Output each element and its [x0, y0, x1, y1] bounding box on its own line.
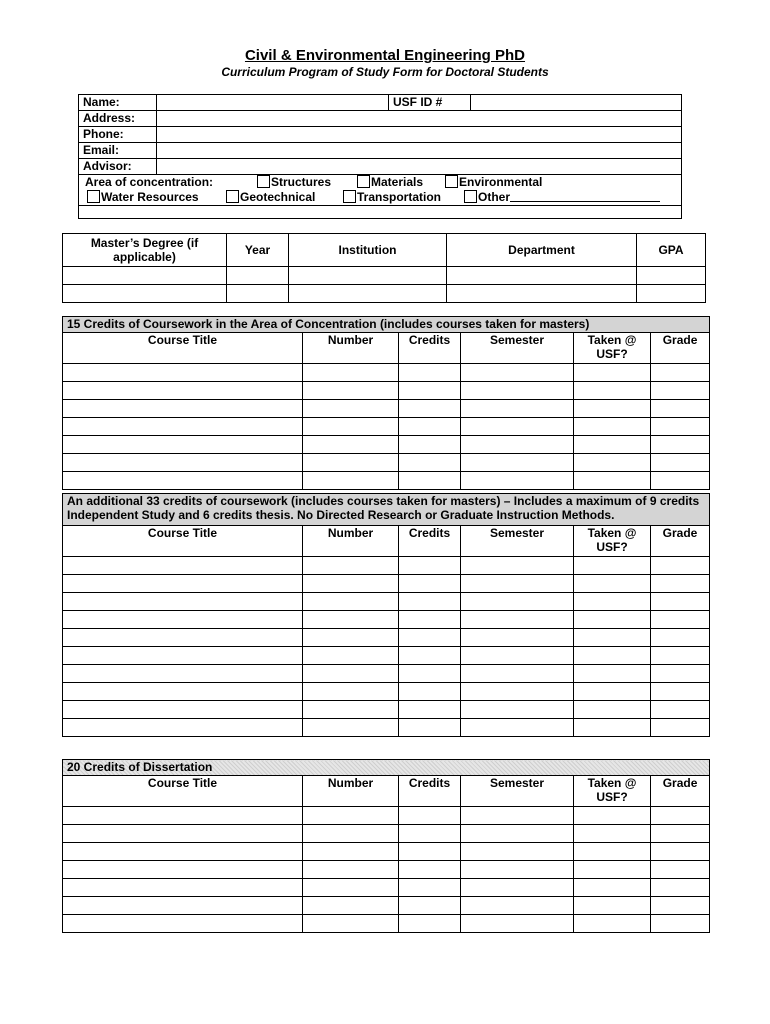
course-row[interactable]	[63, 897, 710, 915]
course-row[interactable]	[63, 400, 710, 418]
course-row[interactable]	[63, 647, 710, 665]
usf-id-field[interactable]	[471, 95, 682, 111]
transportation-label: Transportation	[357, 190, 442, 204]
transportation-checkbox[interactable]	[343, 190, 356, 203]
course-row[interactable]	[63, 915, 710, 933]
structures-checkbox[interactable]	[257, 175, 270, 188]
taken-usf-header: Taken @ USF?	[574, 776, 651, 807]
course-title-header: Course Title	[63, 776, 303, 807]
course-row[interactable]	[63, 364, 710, 382]
section3-heading: 20 Credits of Dissertation	[63, 760, 710, 776]
year-header: Year	[227, 234, 289, 267]
address-label: Address:	[79, 111, 157, 127]
advisor-field[interactable]	[157, 159, 682, 175]
materials-checkbox[interactable]	[357, 175, 370, 188]
grade-header: Grade	[651, 776, 710, 807]
option-materials[interactable]	[357, 175, 423, 189]
taken-usf-header: Taken @ USF?	[574, 526, 651, 557]
advisor-label: Advisor:	[79, 159, 157, 175]
water-resources-checkbox[interactable]	[87, 190, 100, 203]
course-header-row	[63, 526, 710, 557]
form-title: Civil & Environmental Engineering PhD	[244, 47, 526, 64]
number-header: Number	[303, 526, 399, 557]
course-header-row	[63, 776, 710, 807]
materials-label: Materials	[371, 175, 424, 189]
section2-heading: An additional 33 credits of coursework (includes courses taken for masters) – Includes a maximum of 9 credits Independent Study and 6 credits thesis. No Directed Research or Graduate Instruction Methods.	[63, 494, 710, 526]
other-input-line[interactable]	[510, 191, 660, 202]
credits-header: Credits	[399, 333, 461, 364]
grade-header: Grade	[651, 333, 710, 364]
phone-field[interactable]	[157, 127, 682, 143]
semester-header: Semester	[461, 526, 574, 557]
name-field[interactable]	[157, 95, 389, 111]
course-row[interactable]	[63, 611, 710, 629]
usf-id-label: USF ID #	[389, 95, 471, 111]
option-water[interactable]	[87, 190, 199, 204]
section1-heading: 15 Credits of Coursework in the Area of Concentration (includes courses taken for masters)	[63, 317, 710, 333]
option-environmental[interactable]	[445, 175, 542, 189]
course-row[interactable]	[63, 701, 710, 719]
concentration-cell	[79, 175, 682, 206]
name-label: Name:	[79, 95, 157, 111]
course-row[interactable]	[63, 807, 710, 825]
course-row[interactable]	[63, 843, 710, 861]
course-row[interactable]	[63, 879, 710, 897]
option-structures[interactable]	[257, 175, 331, 189]
number-header: Number	[303, 776, 399, 807]
masters-degree-table	[62, 233, 706, 303]
water-resources-label: Water Resources	[101, 190, 199, 204]
other-checkbox[interactable]	[464, 190, 477, 203]
course-row[interactable]	[63, 593, 710, 611]
semester-header: Semester	[461, 333, 574, 364]
phone-label: Phone:	[79, 127, 157, 143]
credits-header: Credits	[399, 526, 461, 557]
email-label: Email:	[79, 143, 157, 159]
masters-degree-header: Master’s Degree (if applicable)	[63, 234, 227, 267]
grade-header: Grade	[651, 526, 710, 557]
course-row[interactable]	[63, 418, 710, 436]
option-geotechnical[interactable]	[226, 190, 315, 204]
course-row[interactable]	[63, 436, 710, 454]
masters-row[interactable]	[63, 285, 706, 303]
course-row[interactable]	[63, 683, 710, 701]
course-row[interactable]	[63, 665, 710, 683]
email-field[interactable]	[157, 143, 682, 159]
option-other[interactable]	[464, 190, 660, 204]
course-row[interactable]	[63, 825, 710, 843]
course-row[interactable]	[63, 472, 710, 490]
taken-usf-header: Taken @ USF?	[574, 333, 651, 364]
section2-table	[62, 493, 710, 737]
course-row[interactable]	[63, 719, 710, 737]
course-title-header: Course Title	[63, 333, 303, 364]
other-label: Other	[478, 190, 511, 204]
option-transportation[interactable]	[343, 190, 441, 204]
section1-table	[62, 316, 710, 490]
course-title-header: Course Title	[63, 526, 303, 557]
masters-row[interactable]	[63, 267, 706, 285]
address-field[interactable]	[157, 111, 682, 127]
semester-header: Semester	[461, 776, 574, 807]
course-row[interactable]	[63, 382, 710, 400]
personal-info-table	[78, 94, 682, 219]
geotechnical-label: Geotechnical	[240, 190, 316, 204]
gpa-header: GPA	[637, 234, 706, 267]
department-header: Department	[447, 234, 637, 267]
institution-header: Institution	[289, 234, 447, 267]
course-row[interactable]	[63, 557, 710, 575]
info-bottom-row	[79, 206, 682, 219]
name-row	[79, 95, 682, 111]
environmental-label: Environmental	[459, 175, 543, 189]
geotechnical-checkbox[interactable]	[226, 190, 239, 203]
course-row[interactable]	[63, 454, 710, 472]
course-row[interactable]	[63, 575, 710, 593]
section3-table	[62, 759, 710, 933]
course-row[interactable]	[63, 629, 710, 647]
credits-header: Credits	[399, 776, 461, 807]
form-subtitle: Curriculum Program of Study Form for Doctoral Students	[221, 65, 549, 79]
course-header-row	[63, 333, 710, 364]
number-header: Number	[303, 333, 399, 364]
masters-header-row	[63, 234, 706, 267]
structures-label: Structures	[271, 175, 332, 189]
concentration-label: Area of concentration:	[85, 175, 214, 189]
environmental-checkbox[interactable]	[445, 175, 458, 188]
course-row[interactable]	[63, 861, 710, 879]
